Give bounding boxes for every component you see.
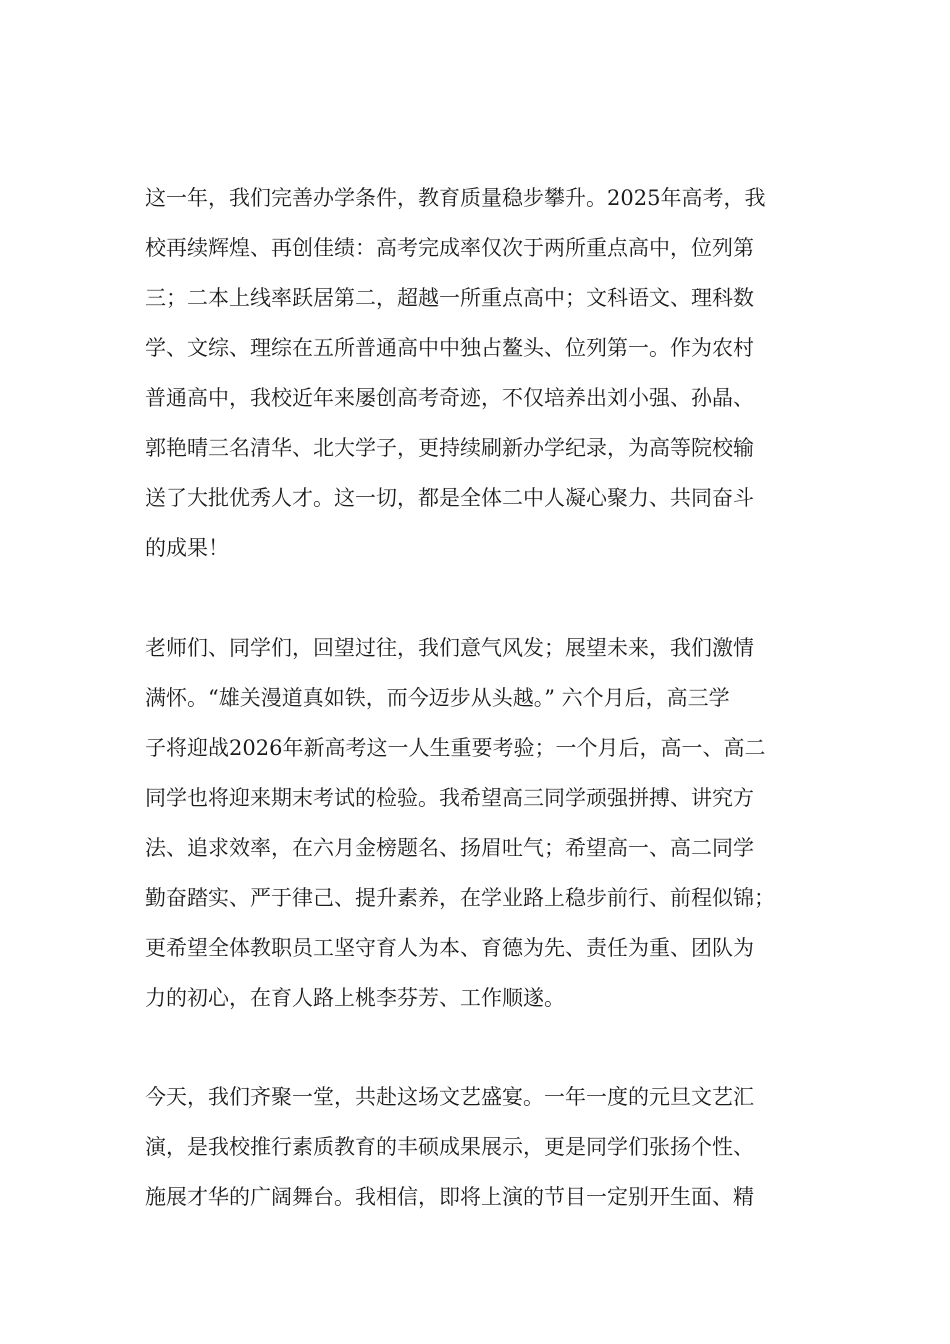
text-line: 学、文综、理综在五所普通高中中独占鳌头、位列第一。作为农村 — [145, 336, 754, 360]
text-line: 老师们、同学们，回望过往，我们意气风发；展望未来，我们激情 — [145, 636, 754, 660]
text-line: 郭艳晴三名清华、北大学子，更持续刷新办学纪录，为高等院校输 — [145, 436, 754, 460]
text-line: 送了大批优秀人才。这一切，都是全体二中人凝心聚力、共同奋斗 — [145, 486, 754, 510]
text-line: 这一年，我们完善办学条件，教育质量稳步攀升。2025年高考，我 — [145, 186, 766, 210]
paragraph-performance — [145, 1072, 825, 1222]
text-line: 更希望全体教职员工坚守育人为本、育德为先、责任为重、团队为 — [145, 936, 754, 960]
text-line: 的成果！ — [145, 536, 229, 560]
text-line: 法、追求效率，在六月金榜题名、扬眉吐气；希望高一、高二同学 — [145, 836, 754, 860]
text-line: 力的初心，在育人路上桃李芬芳、工作顺遂。 — [145, 986, 565, 1010]
text-line: 子将迎战2026年新高考这一人生重要考验；一个月后，高一、高二 — [145, 736, 766, 760]
text-line: 同学也将迎来期末考试的检验。我希望高三同学顽强拼搏、讲究方 — [145, 786, 754, 810]
text-line: 三；二本上线率跃居第二，超越一所重点高中；文科语文、理科数 — [145, 286, 754, 310]
text-line: 勤奋踏实、严于律己、提升素养，在学业路上稳步前行、前程似锦； — [145, 886, 775, 910]
text-line: 满怀。“雄关漫道真如铁，而今迈步从头越。” 六个月后，高三学 — [145, 686, 730, 710]
text-line: 校再续辉煌、再创佳绩：高考完成率仅次于两所重点高中，位列第 — [145, 236, 754, 260]
text-line: 演，是我校推行素质教育的丰硕成果展示，更是同学们张扬个性、 — [145, 1135, 754, 1159]
paragraph-achievements — [145, 173, 825, 573]
text-line: 普通高中，我校近年来屡创高考奇迹，不仅培养出刘小强、孙晶、 — [145, 386, 754, 410]
text-line: 今天，我们齐聚一堂，共赴这场文艺盛宴。一年一度的元旦文艺汇 — [145, 1085, 754, 1109]
paragraph-outlook — [145, 623, 825, 1023]
text-line: 施展才华的广阔舞台。我相信，即将上演的节目一定别开生面、精 — [145, 1185, 754, 1209]
